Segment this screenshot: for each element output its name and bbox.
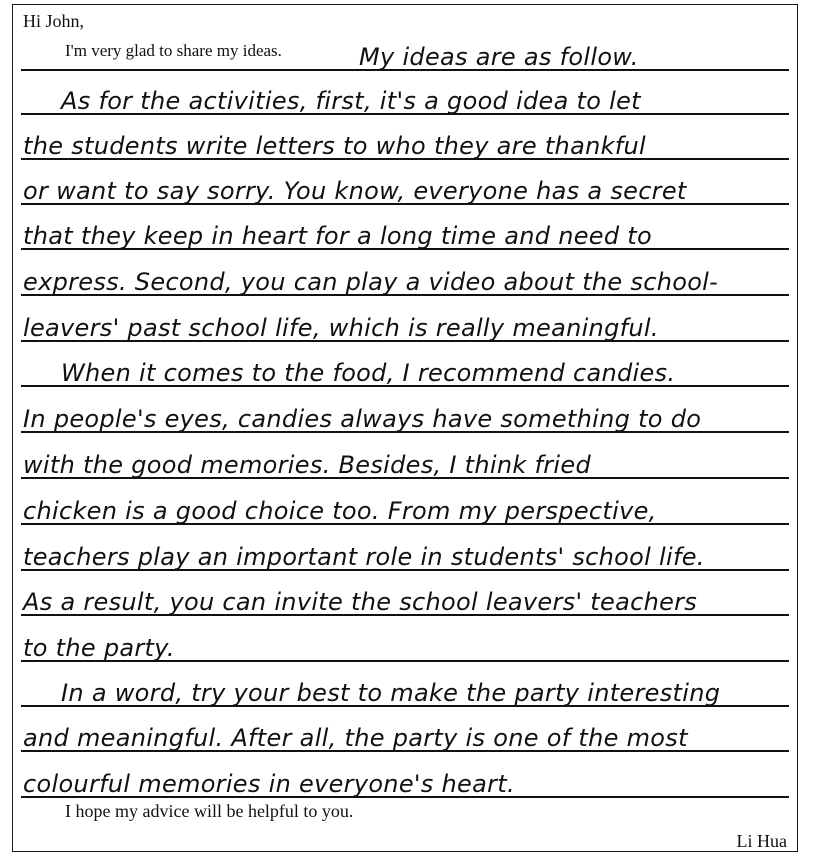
handwritten-line: teachers play an important role in students' school life.: [23, 543, 705, 571]
writing-rule: [21, 113, 789, 115]
writing-rule: [21, 69, 789, 71]
writing-rule: [21, 294, 789, 296]
handwritten-line: As a result, you can invite the school leavers' teachers: [23, 588, 698, 616]
lead-sentence: I'm very glad to share my ideas.: [65, 41, 282, 60]
handwritten-line: In people's eyes, candies always have something to do: [23, 405, 702, 433]
handwritten-line: When it comes to the food, I recommend candies.: [61, 359, 676, 387]
handwritten-line: As for the activities, first, it's a good idea to let: [61, 87, 641, 115]
writing-rule: [21, 158, 789, 160]
writing-rule: [21, 385, 789, 387]
handwritten-line: leavers' past school life, which is really meaningful.: [23, 314, 659, 342]
handwritten-line: and meaningful. After all, the party is one of the most: [23, 724, 688, 752]
writing-rule: [21, 203, 789, 205]
handwritten-line: that they keep in heart for a long time and need to: [23, 222, 652, 250]
handwritten-line: In a word, try your best to make the party interesting: [61, 679, 721, 707]
handwritten-line: My ideas are as follow.: [359, 43, 639, 71]
writing-rule: [21, 569, 789, 571]
handwritten-line: the students write letters to who they are thankful: [23, 132, 647, 160]
writing-rule: [21, 614, 789, 616]
answer-sheet: [12, 4, 798, 852]
writing-rule: [21, 660, 789, 662]
handwritten-line: express. Second, you can play a video about the school-: [23, 268, 719, 296]
writing-rule: [21, 477, 789, 479]
writing-rule: [21, 796, 789, 798]
writing-rule: [21, 340, 789, 342]
handwritten-line: or want to say sorry. You know, everyone has a secret: [23, 177, 687, 205]
writing-rule: [21, 705, 789, 707]
closing-sentence: I hope my advice will be helpful to you.: [65, 801, 354, 821]
writing-rule: [21, 523, 789, 525]
writing-rule: [21, 248, 789, 250]
handwritten-line: colourful memories in everyone's heart.: [23, 770, 515, 798]
handwritten-line: with the good memories. Besides, I think fried: [23, 451, 591, 479]
greeting: Hi John,: [23, 11, 85, 31]
handwritten-line: to the party.: [23, 634, 175, 662]
writing-rule: [21, 750, 789, 752]
writing-rule: [21, 431, 789, 433]
handwritten-line: chicken is a good choice too. From my perspective,: [23, 497, 657, 525]
signature: Li Hua: [736, 831, 787, 851]
